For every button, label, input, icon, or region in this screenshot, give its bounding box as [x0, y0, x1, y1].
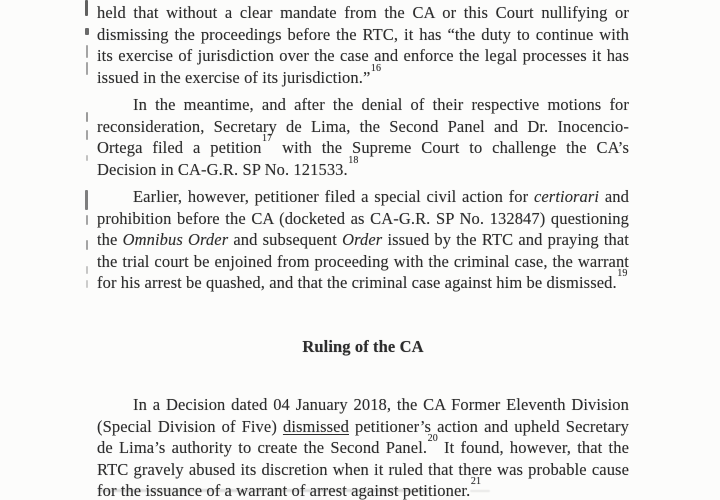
paragraph-certiorari-prohibition: Earlier, however, petitioner filed a special civil action for certiorari and prohibition before the CA (docketed as CA-G.R. SP No. 132847) questioning the Omnibus Order and subsequent Order issued by the RTC and praying that the trial court be enjoined from proceeding with the criminal case, the warrant for his arrest be quashed, and that the criminal case against him be dismissed.$^{19}$ [97, 187, 629, 292]
scan-artifact-mark [86, 240, 88, 250]
footnote-reference: 19 [617, 268, 628, 279]
scan-artifact-mark [86, 155, 88, 161]
cutoff-line-artifact [98, 489, 428, 492]
scan-artifact-mark [86, 45, 88, 58]
scan-artifact-mark [86, 112, 88, 122]
footnote-reference: 20 [427, 433, 438, 444]
footnote-reference: 17 [262, 133, 273, 144]
scan-artifact-mark [86, 130, 88, 140]
footnote-reference: 16 [370, 62, 382, 74]
scan-artifact-mark [86, 280, 88, 288]
section-heading-ruling-of-the-ca: Ruling of the CA [302, 337, 424, 356]
footnote-reference: 21 [470, 476, 482, 487]
scan-artifact-mark [86, 215, 88, 225]
cutoff-line-artifact [470, 490, 490, 492]
scan-artifact-mark [86, 62, 88, 75]
scan-artifact-mark [85, 0, 88, 16]
scan-artifact-mark [85, 190, 88, 210]
paragraph-rtc-jurisdiction: held that without a clear mandate from the CA or this Court nullifying or dismissing the proceedings before the RTC, it has “the duty to continue with its exercise of jurisdiction over the case and enforce the legal processes it has issued in the exercise of its jurisdiction.”$^{16}$ [97, 3, 629, 87]
paragraph-ca-decision-2018: In a Decision dated 04 January 2018, the CA Former Eleventh Division (Special Division of Five) dismissed petitioner’s action and upheld Secretary de Lima’s authority to create the Second Panel.$^{20}$ It found, however, that the RTC gravely abused its discretion when it ruled that there was probable cause for the issuance of a warrant of arrest against petitioner.$^{21}$ [97, 395, 629, 500]
footnote-reference: 18 [348, 154, 359, 166]
paragraph-petition-supreme-court: In the meantime, and after the denial of their respective motions for reconsideration, Secretary de Lima, the Second Panel and Dr. Inocencio-Ortega filed a petition$^{17}$ with the Supreme Court to challenge the CA’s Decision in CA-G.R. SP No. 121533.18 [97, 95, 629, 179]
scan-artifact-mark [85, 28, 89, 35]
scan-artifact-mark [86, 266, 88, 274]
